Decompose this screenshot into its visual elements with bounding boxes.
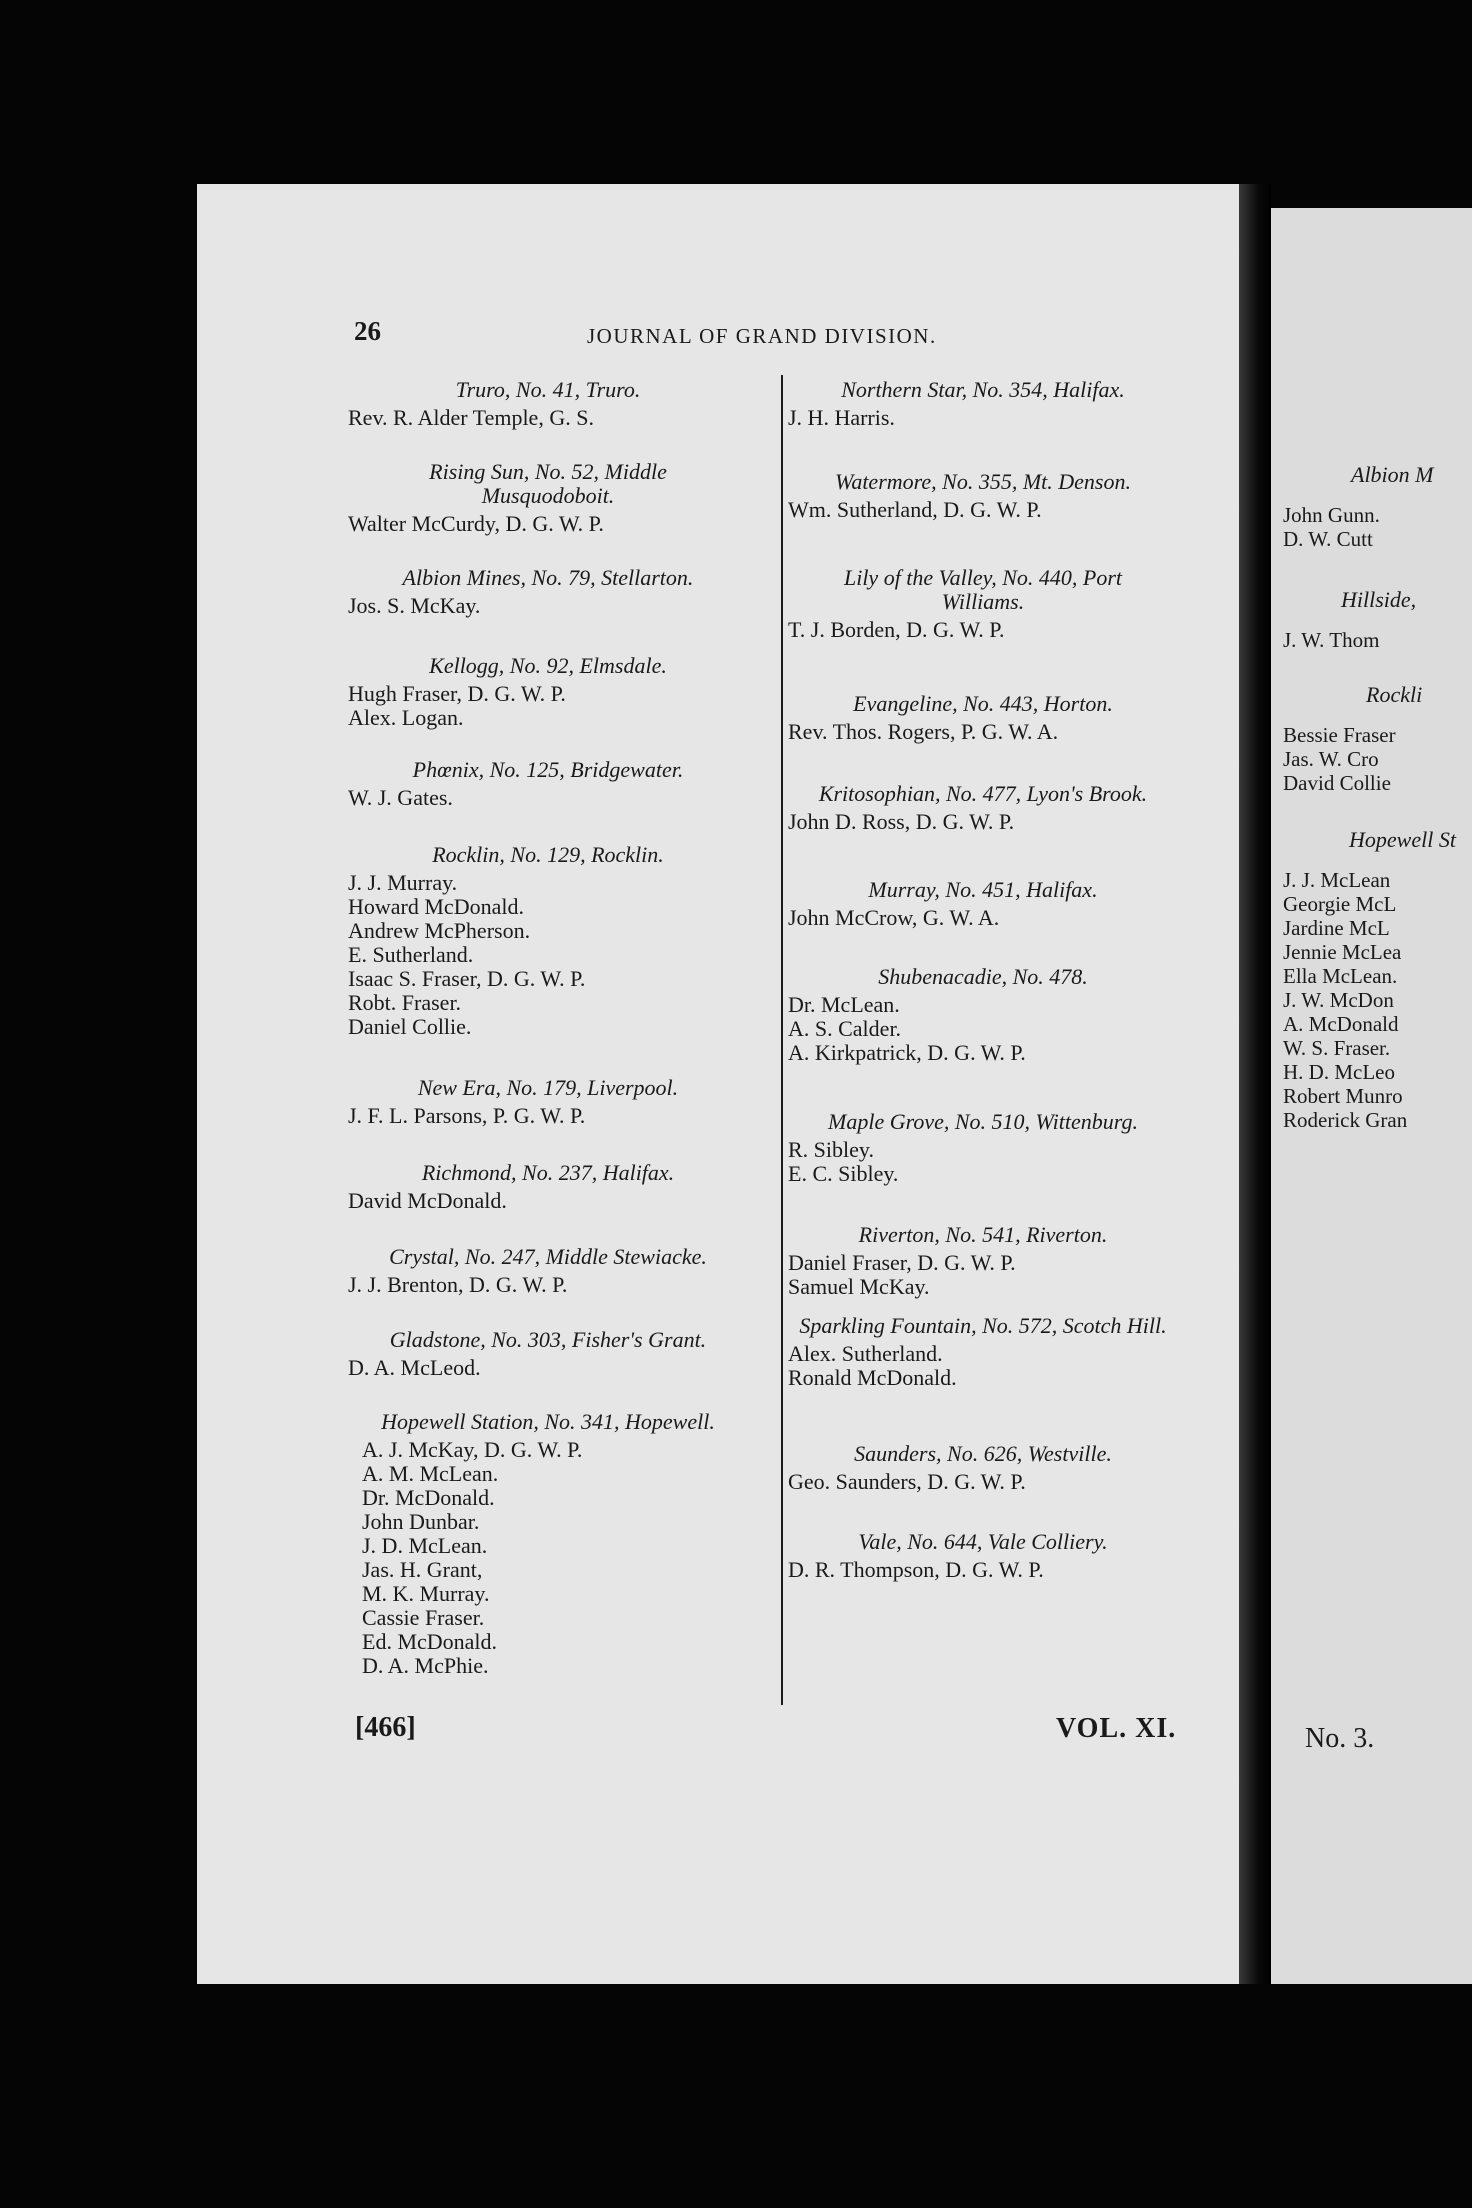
officer-name: Alex. Sutherland.	[788, 1341, 943, 1366]
lodge-entry	[788, 782, 1178, 834]
facing-footer-number: No. 3.	[1305, 1723, 1375, 1754]
facing-column	[1271, 208, 1472, 1908]
officer-name: J. D. McLean.	[362, 1533, 488, 1558]
lodge-entry	[788, 1314, 1178, 1390]
lodge-entry	[348, 654, 748, 730]
lodge-entry	[348, 1245, 748, 1297]
officer-name: J. J. Brenton, D. G. W. P.	[348, 1272, 568, 1297]
lodge-entry	[788, 1530, 1178, 1582]
officer-name: W. S. Fraser.	[1283, 1036, 1391, 1060]
officer-name: Geo. Saunders, D. G. W. P.	[788, 1469, 1026, 1494]
book-gutter	[1239, 184, 1271, 1984]
lodge-name: Northern Star, No. 354, Halifax.	[841, 377, 1125, 402]
officer-name: John D. Ross, D. G. W. P.	[788, 809, 1015, 834]
officer-name: J. J. McLean	[1283, 868, 1391, 892]
lodge-entry	[1271, 588, 1472, 652]
lodge-name: Hopewell St	[1349, 827, 1456, 852]
officer-name: D. W. Cutt	[1283, 527, 1373, 551]
officer-name: W. J. Gates.	[348, 785, 453, 810]
officer-name: Hugh Fraser, D. G. W. P.	[348, 681, 566, 706]
lodge-name: Crystal, No. 247, Middle Stewiacke.	[389, 1244, 707, 1269]
officer-name: Cassie Fraser.	[362, 1605, 485, 1630]
officer-name: J. J. Murray.	[348, 870, 458, 895]
officer-name: Andrew McPherson.	[348, 918, 531, 943]
page-header-title: JOURNAL OF GRAND DIVISION.	[587, 324, 937, 348]
officer-name: Dr. McDonald.	[362, 1485, 495, 1510]
officer-name: D. A. McLeod.	[348, 1355, 481, 1380]
officer-name: R. Sibley.	[788, 1137, 874, 1162]
lodge-entry	[348, 1076, 748, 1128]
lodge-entry	[788, 1110, 1178, 1186]
lodge-name: Albion M	[1351, 462, 1434, 487]
lodge-name: Vale, No. 644, Vale Colliery.	[858, 1529, 1108, 1554]
officer-name: J. F. L. Parsons, P. G. W. P.	[348, 1103, 586, 1128]
lodge-name: Albion Mines, No. 79, Stellarton.	[402, 565, 694, 590]
officer-name: John Gunn.	[1283, 503, 1380, 527]
lodge-name: Riverton, No. 541, Riverton.	[858, 1222, 1108, 1247]
lodge-entry	[788, 878, 1178, 930]
lodge-entry	[348, 1328, 748, 1380]
lodge-entry	[788, 1223, 1178, 1299]
lodge-name: Sparkling Fountain, No. 572, Scotch Hill.	[799, 1313, 1167, 1338]
officer-name: David McDonald.	[348, 1188, 507, 1213]
officer-name: Isaac S. Fraser, D. G. W. P.	[348, 966, 586, 991]
lodge-entry	[788, 470, 1178, 522]
lodge-name: Murray, No. 451, Halifax.	[868, 877, 1098, 902]
officer-name: Jardine McL	[1283, 916, 1390, 940]
officer-name: H. D. McLeo	[1283, 1060, 1395, 1084]
officer-name: Rev. Thos. Rogers, P. G. W. A.	[788, 719, 1059, 744]
lodge-entry	[788, 566, 1178, 642]
lodge-entry	[348, 378, 748, 430]
officer-name: Jas. W. Cro	[1283, 747, 1379, 771]
footer-page-number: [466]	[355, 1712, 416, 1743]
officer-name: D. R. Thompson, D. G. W. P.	[788, 1557, 1044, 1582]
lodge-name: Hopewell Station, No. 341, Hopewell.	[381, 1409, 715, 1434]
facing-page	[1271, 208, 1472, 1984]
lodge-entry	[788, 692, 1178, 744]
officer-name: Bessie Fraser	[1283, 723, 1396, 747]
officer-name: D. A. McPhie.	[362, 1653, 489, 1678]
lodge-name: Phœnix, No. 125, Bridgewater.	[412, 757, 684, 782]
lodge-name: Rockli	[1366, 682, 1423, 707]
lodge-name: Richmond, No. 237, Halifax.	[421, 1160, 675, 1185]
lodge-entry	[348, 758, 748, 810]
officer-name: Samuel McKay.	[788, 1274, 930, 1299]
lodge-name: Hillside,	[1341, 587, 1417, 612]
officer-name: J. H. Harris.	[788, 405, 895, 430]
lodge-entry	[1271, 683, 1472, 795]
officer-name: Jennie McLea	[1283, 940, 1402, 964]
officer-name: Daniel Collie.	[348, 1014, 472, 1039]
officer-name: Ed. McDonald.	[362, 1629, 498, 1654]
officer-name: Howard McDonald.	[348, 894, 524, 919]
officer-name: Wm. Sutherland, D. G. W. P.	[788, 497, 1042, 522]
officer-name: Jos. S. McKay.	[348, 593, 481, 618]
lodge-name: Shubenacadie, No. 478.	[878, 964, 1088, 989]
officer-name: J. W. McDon	[1283, 988, 1394, 1012]
lodge-entry	[348, 566, 748, 618]
lodge-name: Evangeline, No. 443, Horton.	[853, 691, 1113, 716]
lodge-name: Lily of the Valley, No. 440, Port Williams.	[843, 565, 1123, 614]
column-divider	[781, 375, 783, 1705]
officer-name: John Dunbar.	[362, 1509, 480, 1534]
officer-name: Ella McLean.	[1283, 964, 1398, 988]
officer-name: T. J. Borden, D. G. W. P.	[788, 617, 1005, 642]
officer-name: Walter McCurdy, D. G. W. P.	[348, 511, 604, 536]
officer-name: A. M. McLean.	[362, 1461, 499, 1486]
officer-name: Daniel Fraser, D. G. W. P.	[788, 1250, 1016, 1275]
officer-name: John McCrow, G. W. A.	[788, 905, 1000, 930]
officer-name: A. J. McKay, D. G. W. P.	[362, 1437, 583, 1462]
officer-name: A. McDonald	[1283, 1012, 1399, 1036]
lodge-name: New Era, No. 179, Liverpool.	[417, 1075, 679, 1100]
lodge-entry	[1271, 463, 1472, 551]
officer-name: Dr. McLean.	[788, 992, 900, 1017]
lodge-entry	[348, 1161, 748, 1213]
officer-name: Georgie McL	[1283, 892, 1397, 916]
lodge-entry	[788, 378, 1178, 430]
officer-name: E. C. Sibley.	[788, 1161, 899, 1186]
officer-name: Ronald McDonald.	[788, 1365, 957, 1390]
lodge-name: Rising Sun, No. 52, Middle Musquodoboit.	[429, 459, 667, 508]
lodge-entry	[788, 1442, 1178, 1494]
page-number: 26	[354, 316, 381, 346]
footer-volume: VOL. XI.	[1056, 1713, 1177, 1744]
lodge-entry	[348, 843, 748, 1039]
lodge-name: Gladstone, No. 303, Fisher's Grant.	[389, 1327, 707, 1352]
officer-name: Robt. Fraser.	[348, 990, 462, 1015]
officer-name: J. W. Thom	[1283, 628, 1380, 652]
lodge-name: Saunders, No. 626, Westville.	[854, 1441, 1112, 1466]
officer-name: A. S. Calder.	[788, 1016, 902, 1041]
lodge-entry	[1271, 828, 1472, 1132]
lodge-entry	[348, 460, 748, 536]
officer-name: Roderick Gran	[1283, 1108, 1408, 1132]
lodge-name: Watermore, No. 355, Mt. Denson.	[835, 469, 1131, 494]
officer-name: David Collie	[1283, 771, 1391, 795]
officer-name: M. K. Murray.	[362, 1581, 490, 1606]
lodge-name: Truro, No. 41, Truro.	[455, 377, 641, 402]
lodge-name: Kellogg, No. 92, Elmsdale.	[429, 653, 667, 678]
officer-name: E. Sutherland.	[348, 942, 474, 967]
officer-name: Rev. R. Alder Temple, G. S.	[348, 405, 594, 430]
lodge-name: Rocklin, No. 129, Rocklin.	[432, 842, 664, 867]
lodge-entry	[348, 1410, 748, 1678]
officer-name: Robert Munro	[1283, 1084, 1403, 1108]
officer-name: Jas. H. Grant,	[362, 1557, 483, 1582]
officer-name: Alex. Logan.	[348, 705, 464, 730]
lodge-entry	[788, 965, 1178, 1065]
lodge-name: Kritosophian, No. 477, Lyon's Brook.	[818, 781, 1148, 806]
lodge-name: Maple Grove, No. 510, Wittenburg.	[828, 1109, 1138, 1134]
officer-name: A. Kirkpatrick, D. G. W. P.	[788, 1040, 1026, 1065]
